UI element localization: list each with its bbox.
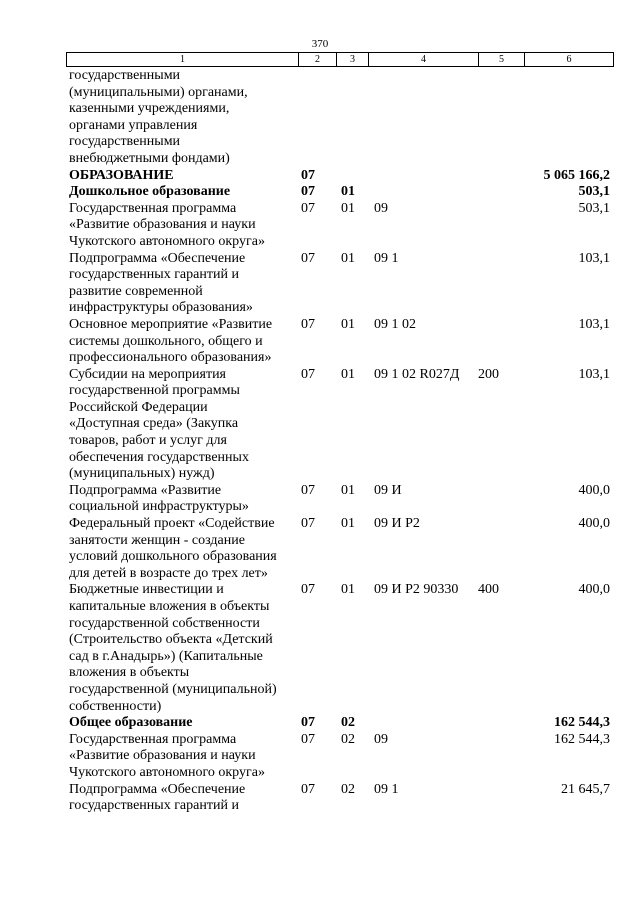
section-code: 07 bbox=[301, 781, 315, 797]
subsection-code: 01 bbox=[341, 366, 355, 382]
section-code: 07 bbox=[301, 715, 315, 731]
expense-type-code: 200 bbox=[478, 366, 499, 382]
section-code: 07 bbox=[301, 316, 315, 332]
section-code: 07 bbox=[301, 184, 315, 200]
target-code bbox=[368, 68, 478, 168]
expense-type-code bbox=[478, 251, 524, 317]
section-code: 07 bbox=[301, 366, 315, 382]
budget-table-body bbox=[66, 68, 614, 815]
row-name: Дошкольное образование bbox=[69, 184, 231, 200]
table-row bbox=[66, 582, 614, 715]
row-name: Подпрограмма «Обеспечение государственных гарантий и развитие современной инфраструктуры образования» bbox=[69, 250, 253, 316]
table-row bbox=[66, 483, 614, 516]
target-code bbox=[368, 715, 478, 732]
subsection-code: 02 bbox=[341, 731, 355, 747]
expense-type-code bbox=[478, 483, 524, 516]
expense-type-code bbox=[478, 184, 524, 201]
amount-value: 103,1 bbox=[578, 250, 610, 266]
column-header: 1 bbox=[67, 53, 299, 67]
amount-value: 400,0 bbox=[578, 482, 610, 498]
table-row bbox=[66, 251, 614, 317]
subsection-code: 01 bbox=[341, 482, 355, 498]
subsection-code: 01 bbox=[341, 316, 355, 332]
row-name: Подпрограмма «Обеспечение государственных гарантий и bbox=[69, 781, 246, 814]
row-name: Общее образование bbox=[69, 715, 193, 731]
target-code: 09 1 bbox=[374, 250, 399, 266]
table-row bbox=[66, 715, 614, 732]
row-name: Подпрограмма «Развитие социальной инфраструктуры» bbox=[69, 482, 249, 515]
subsection-code: 02 bbox=[341, 781, 355, 797]
row-name: Федеральный проект «Содействие занятости женщин - создание условий дошкольного образования для детей в возрасте до трех лет» bbox=[69, 516, 277, 581]
amount-value: 162 544,3 bbox=[554, 731, 610, 747]
amount-value: 503,1 bbox=[578, 184, 610, 200]
target-code: 09 bbox=[374, 200, 388, 216]
subsection-code bbox=[336, 68, 368, 168]
amount-value: 400,0 bbox=[578, 516, 610, 532]
target-code: 09 И Р2 bbox=[374, 516, 420, 532]
target-code: 09 И bbox=[374, 482, 402, 498]
subsection-code: 01 bbox=[341, 516, 355, 532]
table-row bbox=[66, 782, 614, 815]
expense-type-code bbox=[478, 68, 524, 168]
column-header: 4 bbox=[369, 53, 479, 67]
row-name: Государственная программа «Развитие образования и науки Чукотского автономного округа» bbox=[69, 200, 265, 249]
subsection-code bbox=[336, 168, 368, 185]
amount-value: 503,1 bbox=[578, 200, 610, 216]
amount-value bbox=[524, 68, 614, 168]
row-name: Государственная программа «Развитие образования и науки Чукотского автономного округа» bbox=[69, 731, 265, 780]
row-name: Бюджетные инвестиции и капитальные вложения в объекты государственной собственности (Строительство объекта «Детский сад в г.Анадырь») (Капитальные вложения в объекты государственной (муниципальной) собственности) bbox=[69, 582, 277, 714]
expense-type-code bbox=[478, 782, 524, 815]
expense-type-code bbox=[478, 715, 524, 732]
table-row bbox=[66, 184, 614, 201]
amount-value: 103,1 bbox=[578, 366, 610, 382]
table-header bbox=[66, 52, 614, 67]
page-number: 370 bbox=[311, 38, 329, 50]
target-code: 09 1 02 bbox=[374, 316, 416, 332]
section-code: 07 bbox=[301, 582, 315, 598]
section-code: 07 bbox=[301, 167, 315, 183]
column-header: 5 bbox=[479, 53, 525, 67]
row-name: Субсидии на мероприятия государственной программы Российской Федерации «Доступная среда» (Закупка товаров, работ и услуг для обеспечения государственных (муниципальных) нужд) bbox=[69, 366, 249, 482]
column-header: 2 bbox=[299, 53, 337, 67]
subsection-code: 01 bbox=[341, 250, 355, 266]
target-code: 09 И Р2 90330 bbox=[374, 582, 459, 598]
target-code bbox=[368, 184, 478, 201]
table-row bbox=[66, 516, 614, 582]
expense-type-code bbox=[478, 168, 524, 185]
expense-type-code bbox=[478, 516, 524, 582]
section-code: 07 bbox=[301, 250, 315, 266]
section-code: 07 bbox=[301, 731, 315, 747]
target-code: 09 1 bbox=[374, 781, 399, 797]
section-code: 07 bbox=[301, 200, 315, 216]
row-name: государственными (муниципальными) органами, казенными учреждениями, органами управления государственными внебюджетными фондами) bbox=[69, 68, 248, 166]
amount-value: 103,1 bbox=[578, 316, 610, 332]
amount-value: 5 065 166,2 bbox=[543, 167, 610, 183]
column-header: 3 bbox=[337, 53, 369, 67]
table-row bbox=[66, 732, 614, 782]
row-name: ОБРАЗОВАНИЕ bbox=[69, 167, 174, 183]
section-code bbox=[298, 68, 336, 168]
expense-type-code bbox=[478, 732, 524, 782]
table-row bbox=[66, 201, 614, 251]
subsection-code: 02 bbox=[341, 715, 355, 731]
target-code bbox=[368, 168, 478, 185]
row-name: Основное мероприятие «Развитие системы дошкольного, общего и профессионального образования» bbox=[69, 316, 273, 366]
table-row bbox=[66, 68, 614, 168]
table-row bbox=[66, 168, 614, 185]
section-code: 07 bbox=[301, 482, 315, 498]
amount-value: 162 544,3 bbox=[554, 715, 610, 731]
section-code: 07 bbox=[301, 516, 315, 532]
table-row bbox=[66, 367, 614, 483]
subsection-code: 01 bbox=[341, 200, 355, 216]
amount-value: 400,0 bbox=[578, 582, 610, 598]
expense-type-code bbox=[478, 201, 524, 251]
amount-value: 21 645,7 bbox=[561, 781, 610, 797]
expense-type-code bbox=[478, 317, 524, 367]
subsection-code: 01 bbox=[341, 582, 355, 598]
table-row bbox=[66, 317, 614, 367]
target-code: 09 1 02 R027Д bbox=[374, 366, 460, 382]
expense-type-code: 400 bbox=[478, 582, 499, 598]
column-header: 6 bbox=[525, 53, 614, 67]
subsection-code: 01 bbox=[341, 184, 355, 200]
target-code: 09 bbox=[374, 731, 388, 747]
